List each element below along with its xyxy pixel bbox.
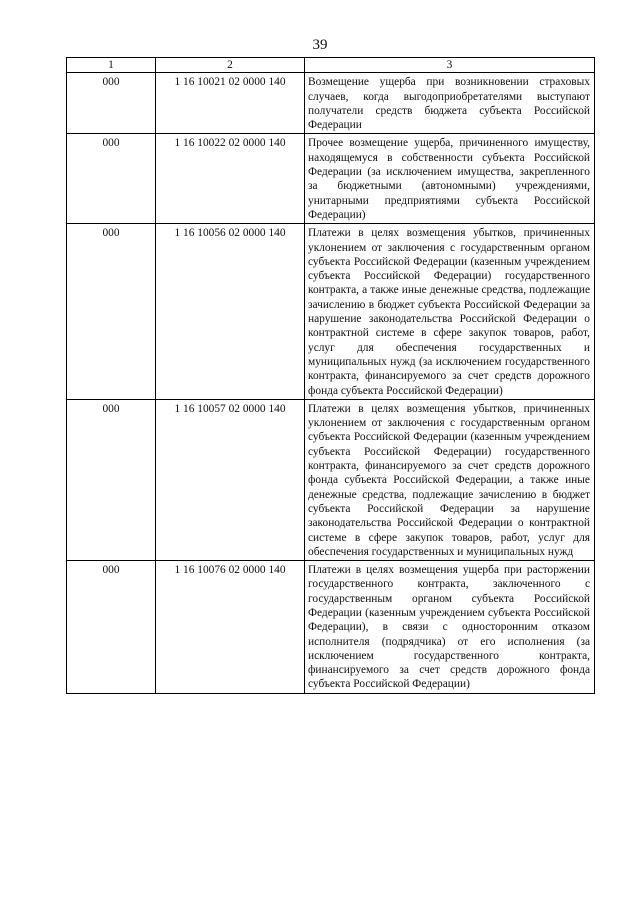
table-header-row (67, 58, 595, 73)
admin-code-cell: 000 (67, 134, 156, 224)
budget-classification-table (66, 57, 595, 694)
description-cell: Прочее возмещение ущерба, причиненного имуществу, находящемуся в собственности субъекта Российской Федерации (за исключением имущества, закрепленного за бюджетными (автономными) учреждениями, унитарными предприятиями субъекта Российской Федерации) (305, 134, 595, 224)
admin-code-cell: 000 (67, 73, 156, 134)
kbk-code-cell: 1 16 10021 02 0000 140 (156, 73, 305, 134)
page-number: 39 (312, 37, 328, 53)
kbk-code-cell: 1 16 10022 02 0000 140 (156, 134, 305, 224)
description-cell: Платежи в целях возмещения убытков, причиненных уклонением от заключения с государственным органом субъекта Российской Федерации (казенным учреждением субъекта Российской Федерации) государственного контракта, а также иные денежные средства, подлежащие зачислению в бюджет субъекта Российской Федерации за нарушение законодательства Российской Федерации о контрактной системе в сфере закупок товаров, работ, услуг для обеспечения государственных и муниципальных нужд (за исключением государственного контракта, финансируемого за счет средств дорожного фонда субъекта Российской Федерации) (305, 224, 595, 400)
kbk-code-cell: 1 16 10076 02 0000 140 (156, 561, 305, 694)
description-cell: Платежи в целях возмещения убытков, причиненных уклонением от заключения с государственным органом субъекта Российской Федерации (казенным учреждением субъекта Российской Федерации) государственного контракта, финансируемого за счет средств дорожного фонда субъекта Российской Федерации, а также иные денежные средства, подлежащие зачислению в бюджет субъекта Российской Федерации за нарушение законодательства Российской Федерации о контрактной системе в сфере закупок товаров, работ, услуг для обеспечения государственных и муниципальных нужд (305, 399, 595, 560)
admin-code-cell: 000 (67, 561, 156, 694)
table-row (67, 224, 595, 400)
table-row (67, 399, 595, 560)
admin-code-cell: 000 (67, 399, 156, 560)
kbk-code-cell: 1 16 10056 02 0000 140 (156, 224, 305, 400)
table-row (67, 134, 595, 224)
column-header-kbk-code: 2 (156, 58, 305, 73)
column-header-admin-code: 1 (67, 58, 156, 73)
description-cell: Платежи в целях возмещения ущерба при расторжении государственного контракта, заключенного с государственным органом субъекта Российской Федерации (казенным учреждением субъекта Российской Федерации), в связи с односторонним отказом исполнителя (подрядчика) от его исполнения (за исключением государственного контракта, финансируемого за счет средств дорожного фонда субъекта Российской Федерации) (305, 561, 595, 694)
table-row (67, 561, 595, 694)
table-row (67, 73, 595, 134)
kbk-code-cell: 1 16 10057 02 0000 140 (156, 399, 305, 560)
column-header-description: 3 (305, 58, 595, 73)
description-cell: Возмещение ущерба при возникновении страховых случаев, когда выгодоприобретателями выступают получатели средств бюджета субъекта Российской Федерации (305, 73, 595, 134)
admin-code-cell: 000 (67, 224, 156, 400)
